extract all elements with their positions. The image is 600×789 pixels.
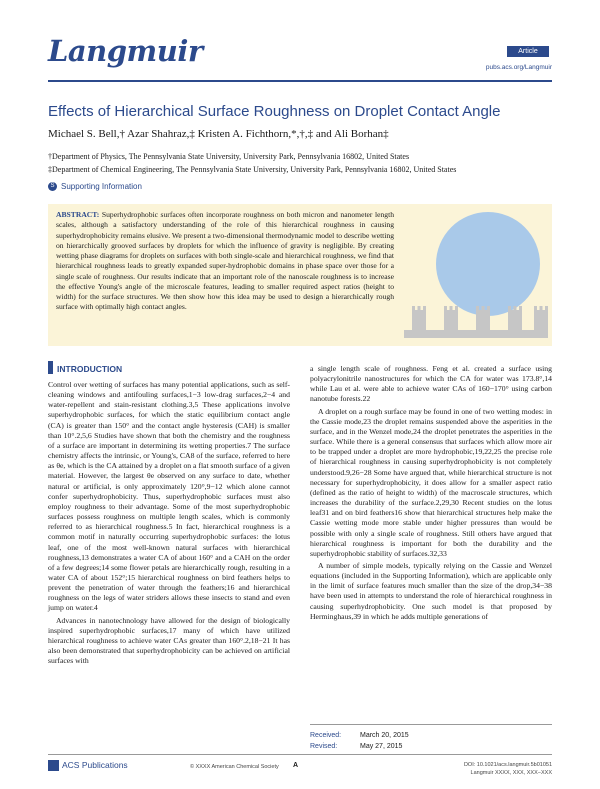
affiliation-chemical-engineering: ‡Department of Chemical Engineering, The Pennsylvania State University, University Park, Pennsylvania 16802, United States: [48, 165, 457, 174]
publisher-name: ACS Publications: [62, 760, 128, 770]
micro-pillars: [404, 310, 548, 338]
journal-url-link[interactable]: pubs.acs.org/Langmuir: [485, 64, 552, 71]
revised-date: May 27, 2015: [360, 743, 403, 750]
abstract-body: [56, 210, 394, 313]
page-number: A: [293, 762, 299, 769]
received-label: Received:: [310, 732, 342, 739]
article-type-badge: Article: [507, 46, 549, 57]
footer-rule: [48, 754, 552, 755]
acs-publications-logo: [48, 760, 128, 771]
publication-dates: [310, 730, 409, 752]
abstract-label: ABSTRACT:: [56, 210, 100, 219]
affiliation-physics: †Department of Physics, The Pennsylvania State University, University Park, Pennsylvania 16802, United States: [48, 152, 410, 161]
toc-graphic: [404, 212, 548, 338]
intro-paragraph: a single length scale of roughness. Feng et al. created a surface using polyacrylonitrile nanostructures for which the CA for water was 173.8°,14 while Lau et al. were able to achieve water CAs of 160−170° using carbon nanotube forests.22: [310, 364, 552, 404]
intro-heading: INTRODUCTION: [57, 364, 123, 374]
citation-line: Langmuir XXXX, XXX, XXX−XXX: [470, 770, 552, 776]
supporting-info-link[interactable]: [48, 182, 142, 191]
abstract-text: Superhydrophobic surfaces often incorporate roughness on both micron and nanometer length scales, although a satisfactory understanding of the role of this hierarchical roughness in causing superhydrophobicity remains elusive. We present a two-dimensional thermodynamic model to describe wetting on hierarchically grooved surfaces by droplets for which the influence of gravity is negligible. By creating wetting phase diagrams for droplets on surfaces with both single-scale and hierarchical roughness, we find that hierarchical roughness leads to greatly expanded super-hydrophobic domains in phase space over those for a single scale of roughness. Our results indicate that an important role of the nanoscale roughness is to increase the effective Young's angle of the microscale features, leading to smaller required aspect ratios (height to width) for the surface structures. We then show how this idea may be used to design a hierarchically rough surface with optimally high contact angles.: [56, 210, 394, 312]
supporting-info-label: Supporting Information: [61, 182, 142, 191]
intro-paragraph: Advances in nanotechnology have allowed for the design of biologically inspired superhydrophobic surfaces,17 many of which have utilized hierarchical roughness to achieve water CAs greater than 160°.2,18−21 It has also been demonstrated that superhydrophobicity can be achieved on artificial surfaces with: [48, 615, 290, 666]
dates-rule: [310, 724, 552, 725]
intro-paragraph: A number of simple models, typically relying on the Cassie and Wenzel equations (included in the Supporting Information), which are applicable only in the limit of surface features much smaller than the size of the drop,34−38 have been used in attempts to understand the role of hierarchical roughness in causing superhydrophobicity. One such model is that proposed by Herminghaus,39 in which he adds multiple generations of: [310, 560, 552, 621]
doi-block: [412, 761, 552, 777]
received-date: March 20, 2015: [360, 732, 409, 739]
intro-paragraph: A droplet on a rough surface may be found in one of two wetting modes: in the Cassie mode,23 the droplet remains suspended above the asperities in the surface, and in the Wenzel mode,24 the droplet penetrates the asperities in the surface. While there is a general consensus that surfaces which allow more air to be trapped under a droplet are more hydrophobic,19,22,25 the precise role of hierarchical roughness in causing superhydrophobicity is not completely understood.9,26−28 Some have argued that, while hierarchical structure is not necessary for superhydrophobicity, it does allow for a smaller aspect ratio (defined as the ratio of height to width) of the macroscale structures, which increases the durability of the surface.2,29,30 Recent studies on the lotus leaf31 and on bird feathers16 show that hierarchical structures help make the Cassie wetting mode more stable under higher pressures than would be possible with only a single scale of roughness. Still others have argued that hierarchical roughness is important for both the durability and the superhydrophobic stability of surfaces.32,33: [310, 406, 552, 558]
intro-paragraph: Control over wetting of surfaces has many potential applications, such as self-cleaning windows and antifouling surfaces,1−3 low-drag surfaces,2−4 and water-repellent and stain-resistant clothing.3,5 These applications involve superhydrophobic surfaces, for which the static equilibrium contact angle (CA) is greater than 150° and the contact angle hysteresis (CAH) is smaller than 10°.2,5,6 Studies have shown that both the chemistry and the roughness of a surface are important in determining its wetting properties.7 The surface chemistry affects the intrinsic, or Young's, CA8 of the surface, referred to here as θe, which is the CA attained by a droplet on a flat smooth surface of a given material. However, the largest θe observed on any surface to date, whether natural or artificial, is only approximately 120°,9−12 which alone cannot confer superhydrophobicity. Thus, superhydrophobic surfaces must also employ roughness to their advantage. Some of the most superhydrophobic surfaces possess roughness on multiple length scales, which is commonly referred to as hierarchical roughness.5 In fact, hierarchical roughness is a common motif in naturally occurring superhydrophobic surfaces: the lotus leaf, one of the most well-known natural surfaces with hierarchical roughness,13 demonstrates a water CA of about 160° and a CAH on the order of a few degrees;14 some flower petals are hierarchically rough, resulting in a water CA of about 152°;15 hierarchical roughness on bird feathers helps to prevent the penetration of water through the feathers;16 and hierarchical roughness on the legs of water striders allows these insects to stand and even jump on water.4: [48, 380, 290, 613]
header-rule: [48, 80, 552, 82]
doi-link[interactable]: DOI: 10.1021/acs.langmuir.5b01051: [463, 762, 552, 768]
revised-label: Revised:: [310, 743, 338, 750]
body-column-left: [48, 380, 290, 668]
author-list: Michael S. Bell,† Azar Shahraz,‡ Kristen A. Fichthorn,*,†,‡ and Ali Borhan‡: [48, 128, 389, 140]
article-title: Effects of Hierarchical Surface Roughness on Droplet Contact Angle: [48, 103, 501, 120]
received-date-row: [310, 730, 409, 741]
body-column-right: [310, 364, 552, 624]
droplet-shape: [436, 212, 540, 316]
copyright-notice: © XXXX American Chemical Society: [190, 764, 279, 770]
journal-name: Langmuir: [48, 34, 203, 68]
supporting-info-icon: S: [48, 182, 57, 191]
acs-logo-icon: [48, 760, 59, 771]
section-marker-icon: [48, 361, 53, 374]
revised-date-row: [310, 741, 409, 752]
